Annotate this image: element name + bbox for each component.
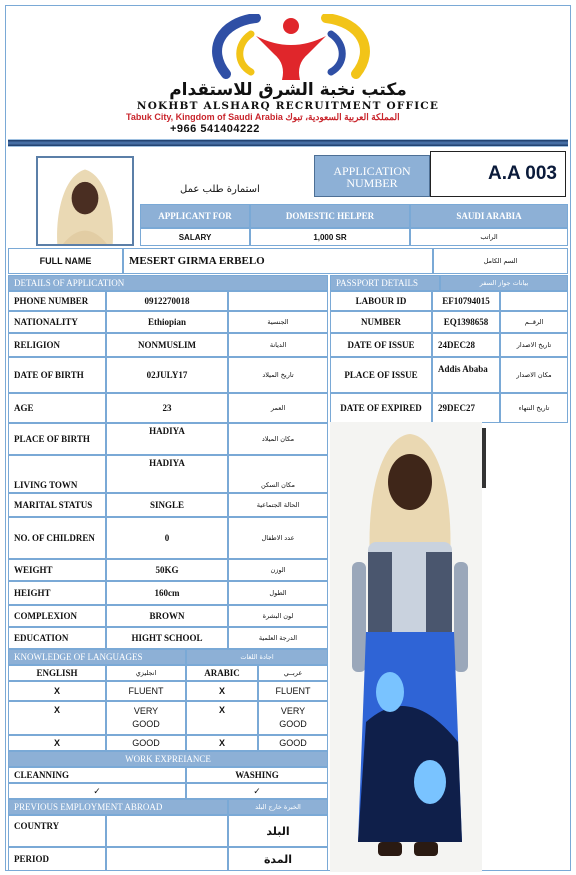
english-good-mark: X (8, 735, 106, 751)
complexion-value: BROWN (106, 605, 228, 627)
marital-value: SINGLE (106, 493, 228, 517)
dob-label-arabic: تاريخ الميلاد (228, 357, 328, 393)
washing-label: WASHING (186, 767, 328, 783)
salary-label-arabic: الراتب (410, 228, 568, 246)
pob-label-arabic: مكان الميلاد (228, 423, 328, 455)
english-level-fluent: FLUENT (106, 681, 186, 701)
arabic-verygood-mark: X (186, 701, 258, 735)
phone-label: PHONE NUMBER (8, 291, 106, 311)
full-name-label: FULL NAME (8, 248, 123, 274)
issue-place-label: PLACE OF ISSUE (330, 357, 432, 393)
complexion-label-arabic: لون البشرة (228, 605, 328, 627)
age-label: AGE (8, 393, 106, 423)
pob-value: HADIYA (106, 423, 228, 455)
experience-section-header: WORK EXPREIANCE (8, 751, 328, 767)
english-fluent-mark: X (8, 681, 106, 701)
marital-label-arabic: الحالة الجتماعية (228, 493, 328, 517)
applicant-portrait-photo (36, 156, 134, 246)
arabic-good-mark: X (186, 735, 258, 751)
applicant-full-body-photo (330, 422, 482, 872)
period-label: PERIOD (8, 847, 106, 871)
weight-label-arabic: الوزن (228, 559, 328, 581)
country-label-arabic: البلد (228, 815, 328, 847)
period-label-arabic: المدة (228, 847, 328, 871)
children-label-arabic: عدد الاطفال (228, 517, 328, 559)
office-phone: +966 541404222 (170, 123, 260, 135)
languages-section-header-arabic: اجادة اللغات (186, 649, 328, 665)
issue-date-value: 24DEC28 (432, 333, 500, 357)
religion-label: RELIGION (8, 333, 106, 357)
details-section-header: DETAILS OF APPLICATION (8, 275, 328, 291)
issue-date-label-arabic: تاريخ الاصدار (500, 333, 568, 357)
weight-value: 50KG (106, 559, 228, 581)
issue-place-value: Addis Ababa (432, 357, 500, 393)
form-title-arabic: استمارة طلب عمل (180, 184, 260, 195)
country-label: COUNTRY (8, 815, 106, 847)
washing-check-icon: ✓ (186, 783, 328, 799)
dob-label: DATE OF BIRTH (8, 357, 106, 393)
expiry-date-label: DATE OF EXPIRED (330, 393, 432, 423)
issue-date-label: DATE OF ISSUE (330, 333, 432, 357)
passport-number-value: EQ1398658 (432, 311, 500, 333)
children-label: NO. OF CHILDREN (8, 517, 106, 559)
full-name-label-arabic: السم الكامل (433, 248, 568, 274)
expiry-date-label-arabic: تاريخ النتهاء (500, 393, 568, 423)
labour-id-arabic-cell (500, 291, 568, 311)
english-verygood-mark: X (8, 701, 106, 735)
education-value: HIGHT SCHOOL (106, 627, 228, 649)
arabic-level-verygood: VERY GOOD (258, 701, 328, 735)
previous-employment-header-arabic: الخبرة خارج البلد (228, 799, 328, 815)
passport-number-label: NUMBER (330, 311, 432, 333)
expiry-date-value: 29DEC27 (432, 393, 500, 423)
office-address: Tabuk City, Kingdom of Saudi Arabia المملكة العربية السعودية، تبوك (126, 112, 400, 122)
weight-label: WEIGHT (8, 559, 106, 581)
arabic-fluent-mark: X (186, 681, 258, 701)
applicant-position: DOMESTIC HELPER (250, 204, 410, 228)
salary-value: 1,000 SR (250, 228, 410, 246)
application-number-label: APPLICATION NUMBER (314, 155, 430, 197)
issue-place-label-arabic: مكان الاصدار (500, 357, 568, 393)
nationality-label: NATIONALITY (8, 311, 106, 333)
previous-employment-header: PREVIOUS EMPLOYMENT ABROAD (8, 799, 228, 815)
age-label-arabic: العمر (228, 393, 328, 423)
applicant-country: SAUDI ARABIA (410, 204, 568, 228)
living-town-label: LIVING TOWN (8, 455, 106, 493)
living-town-value: HADIYA (106, 455, 228, 493)
header-divider-bar (8, 139, 568, 147)
english-level-good: GOOD (106, 735, 186, 751)
height-label-arabic: الطول (228, 581, 328, 605)
cleaning-check-icon: ✓ (8, 783, 186, 799)
application-number-value: A.A 003 (430, 151, 566, 197)
office-title-english: NOKHBT ALSHARQ RECRUITMENT OFFICE (136, 100, 440, 112)
phone-value: 0912270018 (106, 291, 228, 311)
company-logo-icon (196, 14, 386, 84)
photo-edge-strip (482, 428, 486, 488)
age-value: 23 (106, 393, 228, 423)
education-label: EDUCATION (8, 627, 106, 649)
religion-value: NONMUSLIM (106, 333, 228, 357)
applicant-for-label: APPLICANT FOR (140, 204, 250, 228)
country-value (106, 815, 228, 847)
office-title-arabic: مكتب نخبة الشرق للاستقدام (169, 80, 407, 100)
marital-label: MARITAL STATUS (8, 493, 106, 517)
languages-section-header: KNOWLEDGE OF LANGUAGES (8, 649, 186, 665)
arabic-label-arabic: عربــي (258, 665, 328, 681)
pob-label: PLACE OF BIRTH (8, 423, 106, 455)
passport-section-header-arabic: بيانات جواز السفر (440, 275, 568, 291)
period-value (106, 847, 228, 871)
nationality-label-arabic: الجنسية (228, 311, 328, 333)
english-level-verygood: VERY GOOD (106, 701, 186, 735)
living-town-label-arabic: مكان السكن (228, 455, 328, 493)
labour-id-label: LABOUR ID (330, 291, 432, 311)
passport-section-header: PASSPORT DETAILS (330, 275, 440, 291)
salary-label: SALARY (140, 228, 250, 246)
english-label: ENGLISH (8, 665, 106, 681)
passport-number-label-arabic: الرقــم (500, 311, 568, 333)
full-name-value: MESERT GIRMA ERBELO (123, 248, 433, 274)
dob-value: 02JULY17 (106, 357, 228, 393)
complexion-label: COMPLEXION (8, 605, 106, 627)
labour-id-value: EF10794015 (432, 291, 500, 311)
height-label: HEIGHT (8, 581, 106, 605)
phone-arabic-cell (228, 291, 328, 311)
children-value: 0 (106, 517, 228, 559)
arabic-level-good: GOOD (258, 735, 328, 751)
height-value: 160cm (106, 581, 228, 605)
arabic-label: ARABIC (186, 665, 258, 681)
education-label-arabic: الدرجة العلمية (228, 627, 328, 649)
cleaning-label: CLEANNING (8, 767, 186, 783)
nationality-value: Ethiopian (106, 311, 228, 333)
arabic-level-fluent: FLUENT (258, 681, 328, 701)
english-label-arabic: انجليزي (106, 665, 186, 681)
religion-label-arabic: الديانة (228, 333, 328, 357)
